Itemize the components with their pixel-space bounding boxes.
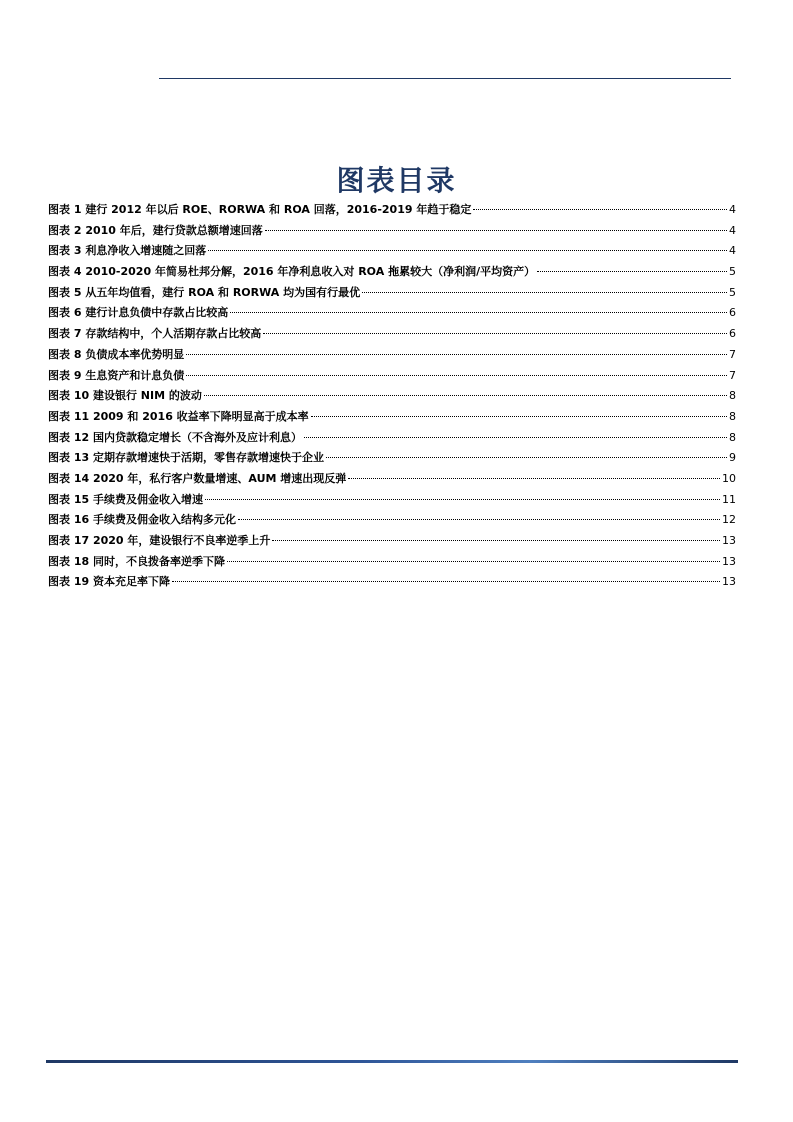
toc-leader-dots: [311, 416, 727, 417]
toc-page-number[interactable]: 11: [722, 492, 736, 506]
toc-entry[interactable]: [48, 407, 736, 428]
toc-page-number[interactable]: 13: [722, 575, 736, 589]
toc-page-number[interactable]: 10: [722, 471, 736, 485]
page-title: 图表目录: [336, 163, 457, 197]
toc-leader-dots: [263, 333, 727, 334]
toc-entry-title[interactable]: 图表 9 生息资产和计息负债: [48, 368, 185, 382]
toc-entry[interactable]: [48, 490, 736, 511]
toc-entry[interactable]: [48, 345, 736, 366]
toc-entry-title[interactable]: 图表 2 2010 年后，建行贷款总额增速回落: [48, 223, 263, 237]
toc-entry-title[interactable]: 图表 8 负债成本率优势明显: [48, 347, 185, 361]
toc-entry-title[interactable]: 图表 3 利息净收入增速随之回落: [48, 244, 207, 258]
toc-entry[interactable]: [48, 303, 736, 324]
toc-entry-title[interactable]: 图表 4 2010-2020 年简易杜邦分解，2016 年净利息收入对 ROA 拖累较大（净利润/平均资产）: [48, 265, 536, 279]
toc-page-number[interactable]: 4: [729, 244, 736, 258]
toc-entry-title[interactable]: 图表 14 2020 年，私行客户数量增速、AUM 增速出现反弹: [48, 471, 347, 485]
toc-page-number[interactable]: 7: [729, 368, 736, 382]
toc-leader-dots: [172, 581, 720, 582]
toc-entry[interactable]: [48, 324, 736, 345]
toc-page-number[interactable]: 4: [729, 223, 736, 237]
toc-entry[interactable]: [48, 241, 736, 262]
toc-leader-dots: [186, 354, 727, 355]
toc-leader-dots: [230, 312, 727, 313]
toc-entry-title[interactable]: 图表 16 手续费及佣金收入结构多元化: [48, 513, 236, 527]
toc-entry-title[interactable]: 图表 1 建行 2012 年以后 ROE、RORWA 和 ROA 回落，2016-2019 年趋于稳定: [48, 203, 472, 216]
toc-leader-dots: [205, 499, 720, 500]
toc-page-number[interactable]: 13: [722, 554, 736, 568]
table-of-figures: [48, 200, 736, 593]
toc-leader-dots: [473, 209, 727, 210]
toc-page-number[interactable]: 6: [729, 306, 736, 320]
toc-entry[interactable]: [48, 448, 736, 469]
toc-leader-dots: [537, 271, 727, 272]
toc-entry[interactable]: [48, 428, 736, 449]
toc-entry-title[interactable]: 图表 15 手续费及佣金收入增速: [48, 492, 203, 506]
toc-page-number[interactable]: 4: [729, 203, 736, 216]
toc-entry[interactable]: [48, 572, 736, 593]
toc-page-number[interactable]: 13: [722, 534, 736, 547]
toc-entry-title[interactable]: 图表 19 资本充足率下降: [48, 575, 170, 589]
toc-leader-dots: [186, 375, 727, 376]
toc-page-number[interactable]: 8: [729, 430, 736, 444]
header-rule: [159, 78, 731, 79]
toc-entry[interactable]: [48, 531, 736, 552]
toc-entry[interactable]: [48, 510, 736, 531]
footer-rule: [46, 1060, 738, 1063]
toc-leader-dots: [265, 230, 727, 231]
toc-page-number[interactable]: 8: [729, 409, 736, 423]
toc-entry-title[interactable]: 图表 18 同时，不良拨备率逆季下降: [48, 554, 225, 568]
toc-entry-title[interactable]: 图表 5 从五年均值看，建行 ROA 和 RORWA 均为国有行最优: [48, 285, 361, 299]
toc-leader-dots: [204, 395, 727, 396]
toc-leader-dots: [362, 292, 727, 293]
toc-leader-dots: [304, 437, 727, 438]
toc-entry[interactable]: [48, 469, 736, 490]
toc-entry-title[interactable]: 图表 11 2009 和 2016 收益率下降明显高于成本率: [48, 409, 309, 423]
toc-page-number[interactable]: 8: [729, 389, 736, 403]
toc-entry-title[interactable]: 图表 6 建行计息负债中存款占比较高: [48, 306, 229, 320]
toc-entry-title[interactable]: 图表 12 国内贷款稳定增长（不含海外及应计利息）: [48, 430, 302, 444]
toc-leader-dots: [326, 457, 727, 458]
toc-entry[interactable]: [48, 366, 736, 387]
toc-leader-dots: [348, 478, 720, 479]
toc-page-number[interactable]: 9: [729, 451, 736, 465]
toc-leader-dots: [238, 519, 720, 520]
toc-entry[interactable]: [48, 200, 736, 221]
toc-entry-title[interactable]: 图表 17 2020 年，建设银行不良率逆季上升: [48, 534, 271, 547]
toc-page-number[interactable]: 5: [729, 265, 736, 279]
toc-leader-dots: [208, 250, 727, 251]
toc-entry[interactable]: [48, 221, 736, 242]
toc-leader-dots: [272, 540, 720, 541]
toc-entry[interactable]: [48, 262, 736, 283]
toc-page-number[interactable]: 5: [729, 285, 736, 299]
toc-leader-dots: [227, 561, 720, 562]
toc-entry-title[interactable]: 图表 7 存款结构中，个人活期存款占比较高: [48, 327, 262, 341]
toc-entry[interactable]: [48, 386, 736, 407]
toc-page-number[interactable]: 6: [729, 327, 736, 341]
toc-entry[interactable]: [48, 283, 736, 304]
toc-entry[interactable]: [48, 552, 736, 573]
toc-entry-title[interactable]: 图表 10 建设银行 NIM 的波动: [48, 389, 202, 403]
toc-page-number[interactable]: 7: [729, 347, 736, 361]
toc-entry-title[interactable]: 图表 13 定期存款增速快于活期，零售存款增速快于企业: [48, 451, 324, 465]
toc-page-number[interactable]: 12: [722, 513, 736, 527]
